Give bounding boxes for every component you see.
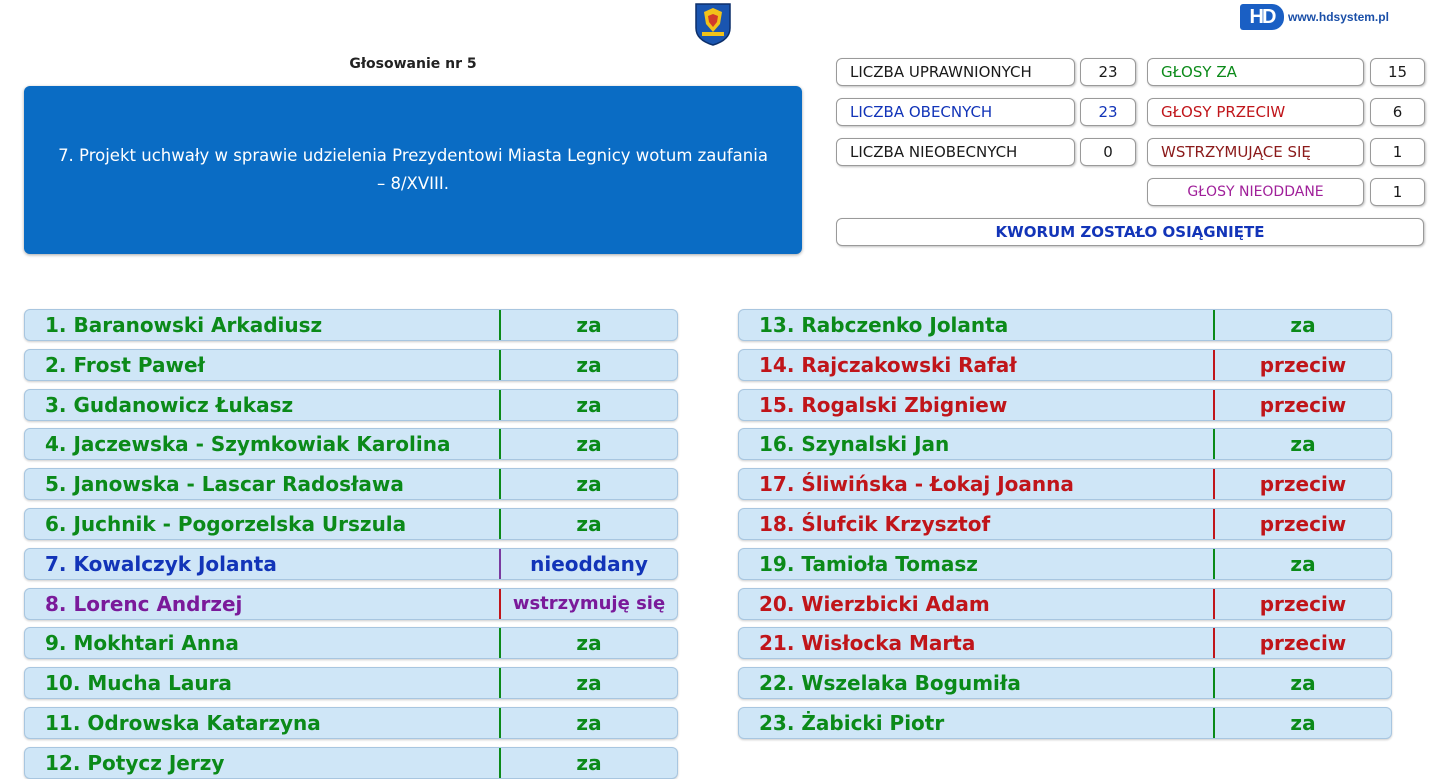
voter-vote: przeciw [1259,631,1347,656]
voter-row [738,548,1392,580]
voter-row [24,349,678,381]
voter-row [738,349,1392,381]
voter-vote: za [1290,711,1316,735]
voter-name: 10. Mucha Laura [45,671,232,696]
voter-name: 22. Wszelaka Bogumiła [759,671,1021,696]
voter-row [24,428,678,460]
eligible-count-label: LICZBA UPRAWNIONYCH [836,58,1075,86]
voter-name: 3. Gudanowicz Łukasz [45,392,294,417]
voter-name: 13. Rabczenko Jolanta [759,313,1009,337]
voter-vote: przeciw [1259,472,1347,497]
voter-row [738,428,1392,460]
brand-url: www.hdsystem.pl [1288,10,1389,24]
voter-name: 5. Janowska - Lascar Radosława [45,472,404,497]
voter-vote: za [576,432,602,457]
voter-row [24,707,678,739]
not-cast-label: GŁOSY NIEODDANE [1147,178,1364,206]
voter-name: 2. Frost Paweł [45,352,205,377]
quorum-status: KWORUM ZOSTAŁO OSIĄGNIĘTE [836,218,1424,246]
voter-row [738,627,1392,659]
absent-count-label: LICZBA NIEOBECNYCH [836,138,1075,166]
voter-row [24,627,678,659]
voter-row [738,468,1392,500]
voter-row [738,309,1392,341]
voter-name: 1. Baranowski Arkadiusz [45,313,323,337]
votes-for-value: 15 [1370,58,1425,86]
hd-logo-icon: HD [1240,4,1284,30]
resolution-text: 7. Projekt uchwały w sprawie udzielenia Prezydentowi Miasta Legnicy wotum zaufania – 8/XVIII. [58,146,768,193]
city-crest-icon [694,2,732,46]
voter-row [24,588,678,620]
voter-name: 12. Potycz Jerzy [45,750,225,775]
voter-vote: za [576,750,602,775]
voter-row [738,588,1392,620]
voter-vote: wstrzymuję się [512,593,666,615]
voter-name: 19. Tamioła Tomasz [759,551,978,576]
voter-vote: przeciw [1259,591,1347,616]
votes-against-label: GŁOSY PRZECIW [1147,98,1364,126]
voter-row [738,389,1392,421]
voter-row [24,389,678,421]
brand-logo [1240,2,1389,32]
voter-vote: za [1290,551,1316,576]
voter-vote: nieoddany [530,551,648,576]
voter-vote: przeciw [1259,392,1347,417]
voter-vote: za [576,671,602,696]
voter-name: 8. Lorenc Andrzej [45,591,243,616]
voter-name: 14. Rajczakowski Rafał [759,352,1017,377]
present-count-value: 23 [1080,98,1136,126]
not-cast-value: 1 [1370,178,1425,206]
present-count-label: LICZBA OBECNYCH [836,98,1075,126]
voter-vote: za [576,472,602,497]
voter-row [738,707,1392,739]
voter-name: 21. Wisłocka Marta [759,631,976,656]
abstain-value: 1 [1370,138,1425,166]
voter-row [24,667,678,699]
votes-against-value: 6 [1370,98,1425,126]
voter-row [24,309,678,341]
voter-name: 9. Mokhtari Anna [45,631,239,656]
vote-title: Głosowanie nr 5 [349,56,477,72]
voter-name: 7. Kowalczyk Jolanta [45,551,277,576]
voter-name: 16. Szynalski Jan [759,432,950,457]
voter-name: 23. Żabicki Piotr [759,711,945,735]
voter-name: 18. Ślufcik Krzysztof [759,512,991,536]
voter-name: 15. Rogalski Zbigniew [759,392,1008,417]
votes-for-label: GŁOSY ZA [1147,58,1364,86]
absent-count-value: 0 [1080,138,1136,166]
resolution-panel [24,86,802,254]
voter-vote: za [576,352,602,377]
voter-name: 6. Juchnik - Pogorzelska Urszula [45,512,407,536]
voter-name: 20. Wierzbicki Adam [759,591,990,616]
voter-name: 4. Jaczewska - Szymkowiak Karolina [45,432,451,457]
voter-vote: przeciw [1259,512,1347,536]
voter-row [24,468,678,500]
voter-vote: za [576,512,602,536]
voter-vote: za [1290,313,1316,337]
voter-vote: przeciw [1259,352,1347,377]
voter-vote: za [576,313,602,337]
voter-name: 17. Śliwińska - Łokaj Joanna [759,472,1074,497]
voter-vote: za [576,711,602,735]
eligible-count-value: 23 [1080,58,1136,86]
voter-name: 11. Odrowska Katarzyna [45,711,321,735]
voter-row [738,508,1392,540]
voter-row [738,667,1392,699]
voter-row [24,508,678,540]
voter-vote: za [576,392,602,417]
voter-vote: za [576,631,602,656]
voter-vote: za [1290,432,1316,457]
abstain-label: WSTRZYMUJĄCE SIĘ [1147,138,1364,166]
voter-vote: za [1290,671,1316,696]
voter-row [24,548,678,580]
